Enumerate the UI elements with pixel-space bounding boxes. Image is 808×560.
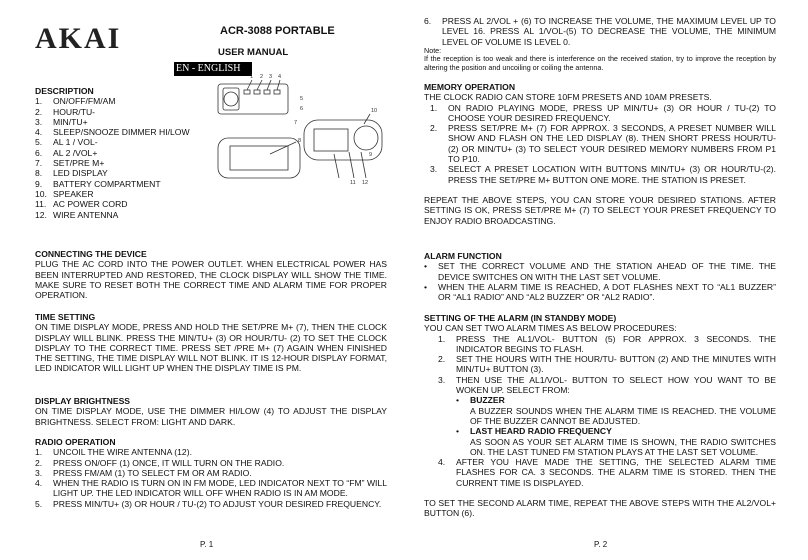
diagram-label: 10 — [371, 108, 378, 114]
diagram-label: 3 — [269, 74, 273, 80]
description-item: 7. SET/PRE M+ — [35, 158, 105, 169]
setting-list — [424, 334, 776, 488]
list-item: 2. SET THE HOURS WITH THE HOUR/TU- BUTTON (2) AND THE MINUTES WITH MIN/TU+ BUTTON (3). — [438, 354, 776, 375]
radio-step: 2. PRESS ON/OFF (1) ONCE, IT WILL TURN ON THE RADIO. — [35, 457, 285, 468]
buzzer-title: BUZZER — [470, 395, 505, 406]
description-item: 10. SPEAKER — [35, 188, 94, 199]
description-item: 4. SLEEP/SNOOZE DIMMER HI/LOW — [35, 127, 190, 138]
description-list — [35, 96, 235, 220]
radio-step: 5. PRESS MIN/TU+ (3) OR HOUR / TU-(2) TO ADJUST YOUR DESIRED FREQUENCY. — [35, 498, 382, 509]
description-item: 5. AL 1 / VOL- — [35, 137, 98, 148]
memory-list — [424, 103, 776, 185]
radio-title: LAST HEARD RADIO FREQUENCY — [470, 426, 612, 437]
time-text: ON TIME DISPLAY MODE, PRESS AND HOLD THE SET/PRE M+ (7), THEN THE CLOCK DISPLAY WILL BLINK. PRESS THE MIN/TU+ (3) OR HOUR/TU- (2) TO SET THE CLOCK DISPLAY TO THE CORRECT TIME. PRESS SET /PRE M+ (7) AGAIN WHEN FINISHED THE SETTING, THE TIME DISPLAY WILL NOT BLINK. IT IS 12-HOUR DISPLAY FORMAT, LED INDICATOR WILL LIGHT UP WHEN THE DISPLAY TIME IS PM. — [35, 322, 387, 374]
description-item: 8. LED DISPLAY — [35, 168, 108, 179]
alarm-title: ALARM FUNCTION — [424, 251, 502, 261]
memory-section — [424, 82, 776, 226]
diagram-label: 5 — [300, 96, 304, 102]
description-item: 11. AC POWER CORD — [35, 199, 128, 210]
device-diagram — [214, 74, 389, 186]
brightness-text: ON TIME DISPLAY MODE, USE THE DIMMER HI/LOW (4) TO ADJUST THE DISPLAY BRIGHTNESS. SELECT FROM: LIGHT AND DARK. — [35, 406, 387, 427]
brand-logo: AKAI — [35, 22, 122, 55]
radio-section — [35, 437, 387, 509]
brightness-title: DISPLAY BRIGHTNESS — [35, 396, 131, 406]
note-text: If the reception is too weak and there is interference on the received station, try to improve the reception by altering the position and uncoiling or coiling the antenna. — [424, 54, 776, 73]
diagram-label: 7 — [294, 120, 298, 126]
time-section — [35, 312, 387, 374]
description-item: 6. AL 2 /VOL+ — [35, 147, 98, 158]
description-item: 2. HOUR/TU- — [35, 106, 96, 117]
time-title: TIME SETTING — [35, 312, 96, 322]
radio-step: 4. WHEN THE RADIO IS TURN ON IN FM MODE, LED INDICATOR NEXT TO “FM” WILL LIGHT UP. THE LED INDICATOR WILL OFF WHEN RADIO IS IN AM MODE. — [35, 478, 387, 499]
diagram-label: 9 — [369, 152, 373, 158]
radio-title: RADIO OPERATION — [35, 437, 116, 447]
diagram-label: 8 — [298, 138, 302, 144]
diagram-label: 6 — [300, 106, 304, 112]
description-item: 9. BATTERY COMPARTMENT — [35, 178, 161, 189]
page-number: P. 2 — [594, 540, 608, 549]
memory-step: 1. ON RADIO PLAYING MODE, PRESS UP MIN/TU+ (3) OR HOUR / TU-(2) TO CHOOSE YOUR DESIRED FREQUENCY. — [430, 102, 776, 123]
radio-step: 3. PRESS FM/AM (1) TO SELECT FM OR AM RADIO. — [35, 467, 252, 478]
description-section — [35, 86, 235, 220]
diagram-label: 1 — [250, 74, 254, 80]
model-title: ACR-3088 PORTABLE — [220, 25, 335, 37]
manual-title: USER MANUAL — [218, 47, 289, 58]
list-item: 1. PRESS THE AL1/VOL- BUTTON (5) FOR APPROX. 3 SECONDS. THE INDICATOR BEGINS TO FLASH. — [438, 333, 776, 354]
connecting-text: PLUG THE AC CORD INTO THE POWER OUTLET. WHEN ELECTRICAL POWER HAS BEEN INTERRUPTED AND RESTORED, THE CLOCK DISPLAY WILL SHOW THE TIME. MAKE SURE TO RESET BOTH THE CORRECT TIME AND ALARM TIME FOR PROPER OPERATION. — [35, 259, 387, 301]
description-item: 3. MIN/TU+ — [35, 116, 88, 127]
brightness-section — [35, 396, 387, 427]
connecting-section — [35, 249, 387, 300]
note-label: Note: — [424, 45, 442, 55]
description-item: 1. ON/OFF/FM/AM — [35, 96, 116, 107]
alarm-list — [424, 261, 776, 302]
description-title: DESCRIPTION — [35, 86, 94, 96]
alarm-item: • SET THE CORRECT VOLUME AND THE STATION AHEAD OF THE TIME. THE DEVICE SWITCHES ON WITH THE LAST SET VOLUME. — [424, 261, 776, 282]
memory-outro: REPEAT THE ABOVE STEPS, YOU CAN STORE YOUR DESIRED STATIONS. AFTER SETTING IS OK, PRESS SET/PRE M+ (7) TO SELECT YOUR PRESET FREQUENCY TO ENJOY RADIO BROADCASTING. — [424, 194, 776, 226]
memory-intro: THE CLOCK RADIO CAN STORE 10FM PRESETS AND 10AM PRESETS. — [424, 92, 712, 103]
diagram-label: 2 — [260, 74, 264, 80]
radio-step: 1. UNCOIL THE WIRE ANTENNA (12). — [35, 447, 192, 458]
memory-title: MEMORY OPERATION — [424, 82, 516, 92]
page-2 — [404, 0, 808, 560]
list-item: 4. AFTER YOU HAVE MADE THE SETTING, THE SELECTED ALARM TIME FLASHES FOR CA. 3 SECONDS. THE ALARM TIME IS STORED. THEN THE CURRENT TIME IS DISPLAYED. — [438, 457, 776, 488]
setting-section — [424, 313, 776, 519]
item-6-text: PRESS AL 2/VOL + (6) TO INCREASE THE VOLUME, THE MAXIMUM LEVEL UP TO LEVEL 16. PRESS AL 1/VOL-(5) TO DECREASE THE VOLUME, THE MINIMUM LEVEL OF VOLUME IS LEVEL 0. — [442, 16, 776, 47]
description-item: 12. WIRE ANTENNA — [35, 209, 119, 220]
diagram-label: 4 — [278, 74, 282, 80]
memory-step: 2. PRESS SET/PRE M+ (7) FOR APPROX. 3 SECONDS, A PRESET NUMBER WILL SHOW AND FLASH ON THE LED DISPLAY (8). THEN SHORT PRESS HOUR/TU- (2) OR MIN/TU+ (3) TO SELECT YOUR DESIRED MEMORY NUMBERS FROM P1 TO P10. — [430, 123, 776, 165]
diagram-label: 12 — [362, 180, 369, 186]
diagram-label: 11 — [350, 180, 356, 186]
alarm-item: • WHEN THE ALARM TIME IS REACHED, A DOT FLASHES NEXT TO “AL1 BUZZER” OR “AL1 RADIO” AND “AL2 BUZZER” OR “AL2 RADIO”. — [424, 281, 776, 303]
setting-intro: YOU CAN SET TWO ALARM TIMES AS BELOW PROCEDURES: — [424, 323, 677, 334]
connecting-title: CONNECTING THE DEVICE — [35, 249, 147, 259]
alarm-section — [424, 251, 776, 302]
volume-item: 6. PRESS AL 2/VOL + (6) TO INCREASE THE VOLUME, THE MAXIMUM LEVEL UP TO LEVEL 16. PRESS AL 1/VOL-(5) TO DECREASE THE VOLUME, THE MINIMUM LEVEL OF VOLUME IS LEVEL 0. Note: If the reception is too weak and there is interference on the received station, try to improve the reception by altering the position and uncoiling or coiling the antenna. — [424, 16, 776, 73]
setting-title: SETTING OF THE ALARM (IN STANDBY MODE) — [424, 313, 617, 323]
radio-list — [35, 447, 387, 509]
setting-outro: TO SET THE SECOND ALARM TIME, REPEAT THE ABOVE STEPS WITH THE AL2/VOL+ BUTTON (6). — [424, 498, 776, 519]
language-tag: EN - ENGLISH — [174, 62, 252, 76]
page-number: P. 1 — [200, 540, 214, 549]
list-item: 3. THEN USE THE AL1/VOL- BUTTON TO SELECT HOW YOU WANT TO BE WOKEN UP. SELECT FROM: • BUZZER A BUZZER SOUNDS WHEN THE ALARM TIME IS REACHED. THE VOLUME OF THE BUZZER CANNOT BE ADJUSTED. • LAST HEARD RADIO FREQUENCY AS SOON AS YOUR SET ALARM TIME IS SHOWN, THE RADIO SWITCHES ON. THE LAST TUNED FM STATION PLAYS AT THE LAST SET VOLUME. — [438, 374, 776, 457]
memory-step: 3. SELECT A PRESET LOCATION WITH BUTTONS MIN/TU+ (3) OR HOUR/TU-(2). PRESS THE SET/PRE M+ BUTTON ONE MORE. THE STATION IS PRESET. — [430, 164, 776, 185]
